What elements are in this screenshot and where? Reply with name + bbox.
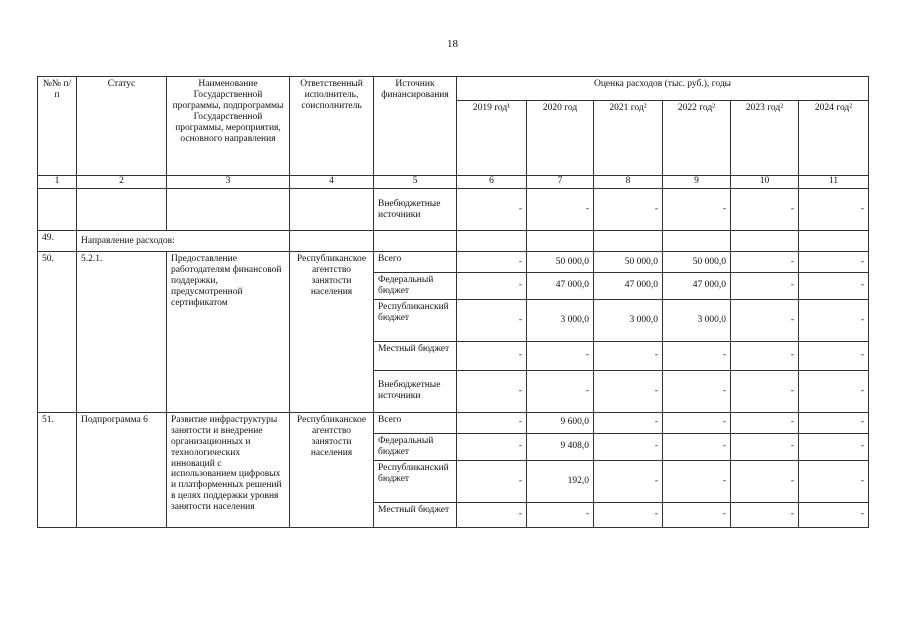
value-cell: -	[799, 433, 869, 460]
header-year: 2019 год¹	[457, 101, 527, 176]
value-cell: -	[663, 341, 731, 370]
value-cell: -	[457, 460, 527, 502]
value-cell: -	[799, 273, 869, 300]
source-cell: Всего	[374, 412, 457, 433]
value-cell: -	[731, 252, 799, 273]
col-number: 8	[594, 176, 663, 189]
value-cell: -	[594, 341, 663, 370]
value-cell: -	[457, 189, 527, 231]
row-responsible: Республиканское агентство занятости населения	[290, 252, 374, 413]
row-status: Подпрограмма 6	[77, 412, 167, 527]
value-cell: -	[663, 370, 731, 412]
value-cell: 3 000,0	[663, 299, 731, 341]
section-label: Направление расходов:	[77, 231, 290, 252]
value-cell: -	[731, 189, 799, 231]
table-row	[38, 231, 869, 252]
value-cell: -	[527, 502, 594, 527]
value-cell: -	[594, 460, 663, 502]
value-cell: -	[594, 502, 663, 527]
source-cell: Внебюджетные источники	[374, 189, 457, 231]
col-number: 5	[374, 176, 457, 189]
header-source: Источник финансирования	[374, 77, 457, 176]
col-number: 6	[457, 176, 527, 189]
row-status: 5.2.1.	[77, 252, 167, 413]
col-number: 10	[731, 176, 799, 189]
row-num: 49.	[38, 231, 77, 252]
value-cell: -	[663, 189, 731, 231]
value-cell: 47 000,0	[594, 273, 663, 300]
col-number: 4	[290, 176, 374, 189]
value-cell: -	[731, 412, 799, 433]
value-cell: -	[799, 189, 869, 231]
header-year: 2024 год²	[799, 101, 869, 176]
value-cell: -	[731, 341, 799, 370]
value-cell: -	[527, 370, 594, 412]
source-cell: Всего	[374, 252, 457, 273]
header-year: 2020 год	[527, 101, 594, 176]
value-cell: -	[594, 433, 663, 460]
page-number: 18	[447, 38, 458, 50]
value-cell: -	[594, 412, 663, 433]
value-cell: 47 000,0	[527, 273, 594, 300]
column-number-row	[38, 176, 869, 189]
table-row	[38, 252, 869, 273]
value-cell: 3 000,0	[527, 299, 594, 341]
source-cell: Федеральный бюджет	[374, 273, 457, 300]
table-row	[38, 412, 869, 433]
row-num: 50.	[38, 252, 77, 413]
value-cell: -	[799, 370, 869, 412]
value-cell: 50 000,0	[594, 252, 663, 273]
value-cell: -	[731, 433, 799, 460]
value-cell: -	[663, 412, 731, 433]
table-row	[38, 189, 869, 231]
value-cell: -	[457, 433, 527, 460]
header-year: 2023 год²	[731, 101, 799, 176]
value-cell: 50 000,0	[527, 252, 594, 273]
value-cell: -	[457, 341, 527, 370]
value-cell: 3 000,0	[594, 299, 663, 341]
row-responsible: Республиканское агентство занятости населения	[290, 412, 374, 527]
header-estimate: Оценка расходов (тыс. руб.), годы	[457, 77, 869, 101]
source-cell: Внебюджетные источники	[374, 370, 457, 412]
value-cell: 9 408,0	[527, 433, 594, 460]
value-cell: 47 000,0	[663, 273, 731, 300]
value-cell: 9 600,0	[527, 412, 594, 433]
header-num: №№ п/п	[38, 77, 77, 176]
value-cell: -	[731, 460, 799, 502]
source-cell: Федеральный бюджет	[374, 433, 457, 460]
value-cell: -	[799, 252, 869, 273]
col-number: 7	[527, 176, 594, 189]
row-name: Развитие инфраструктуры занятости и внедрение организационных и технологических инноваций с использованием цифровых и платформенных решений в целях поддержки уровня занятости населения	[167, 412, 290, 527]
value-cell: 192,0	[527, 460, 594, 502]
value-cell: -	[594, 370, 663, 412]
header-responsible: Ответственный исполнитель, соисполнитель	[290, 77, 374, 176]
value-cell: -	[457, 273, 527, 300]
budget-table	[37, 76, 869, 528]
value-cell: -	[457, 299, 527, 341]
value-cell: -	[799, 299, 869, 341]
value-cell: -	[731, 370, 799, 412]
value-cell: -	[731, 502, 799, 527]
value-cell: -	[799, 460, 869, 502]
value-cell: -	[731, 299, 799, 341]
col-number: 9	[663, 176, 731, 189]
value-cell: -	[457, 252, 527, 273]
col-number: 1	[38, 176, 77, 189]
value-cell: -	[594, 189, 663, 231]
value-cell: -	[799, 341, 869, 370]
value-cell: -	[457, 370, 527, 412]
value-cell: -	[663, 502, 731, 527]
value-cell: -	[799, 412, 869, 433]
header-status: Статус	[77, 77, 167, 176]
col-number: 2	[77, 176, 167, 189]
source-cell: Местный бюджет	[374, 341, 457, 370]
value-cell: -	[663, 460, 731, 502]
col-number: 11	[799, 176, 869, 189]
value-cell: -	[663, 433, 731, 460]
value-cell: 50 000,0	[663, 252, 731, 273]
header-year: 2021 год²	[594, 101, 663, 176]
value-cell: -	[457, 412, 527, 433]
value-cell: -	[731, 273, 799, 300]
row-name: Предоставление работодателям финансовой поддержки, предусмотренной сертификатом	[167, 252, 290, 413]
header-year: 2022 год²	[663, 101, 731, 176]
source-cell: Местный бюджет	[374, 502, 457, 527]
value-cell: -	[527, 341, 594, 370]
value-cell: -	[527, 189, 594, 231]
source-cell: Республиканский бюджет	[374, 460, 457, 502]
row-num: 51.	[38, 412, 77, 527]
value-cell: -	[799, 502, 869, 527]
value-cell: -	[457, 502, 527, 527]
header-name: Наименование Государственной программы, подпрограммы Государственной программы, мероприятия, основного направления	[167, 77, 290, 176]
source-cell: Республиканский бюджет	[374, 299, 457, 341]
col-number: 3	[167, 176, 290, 189]
